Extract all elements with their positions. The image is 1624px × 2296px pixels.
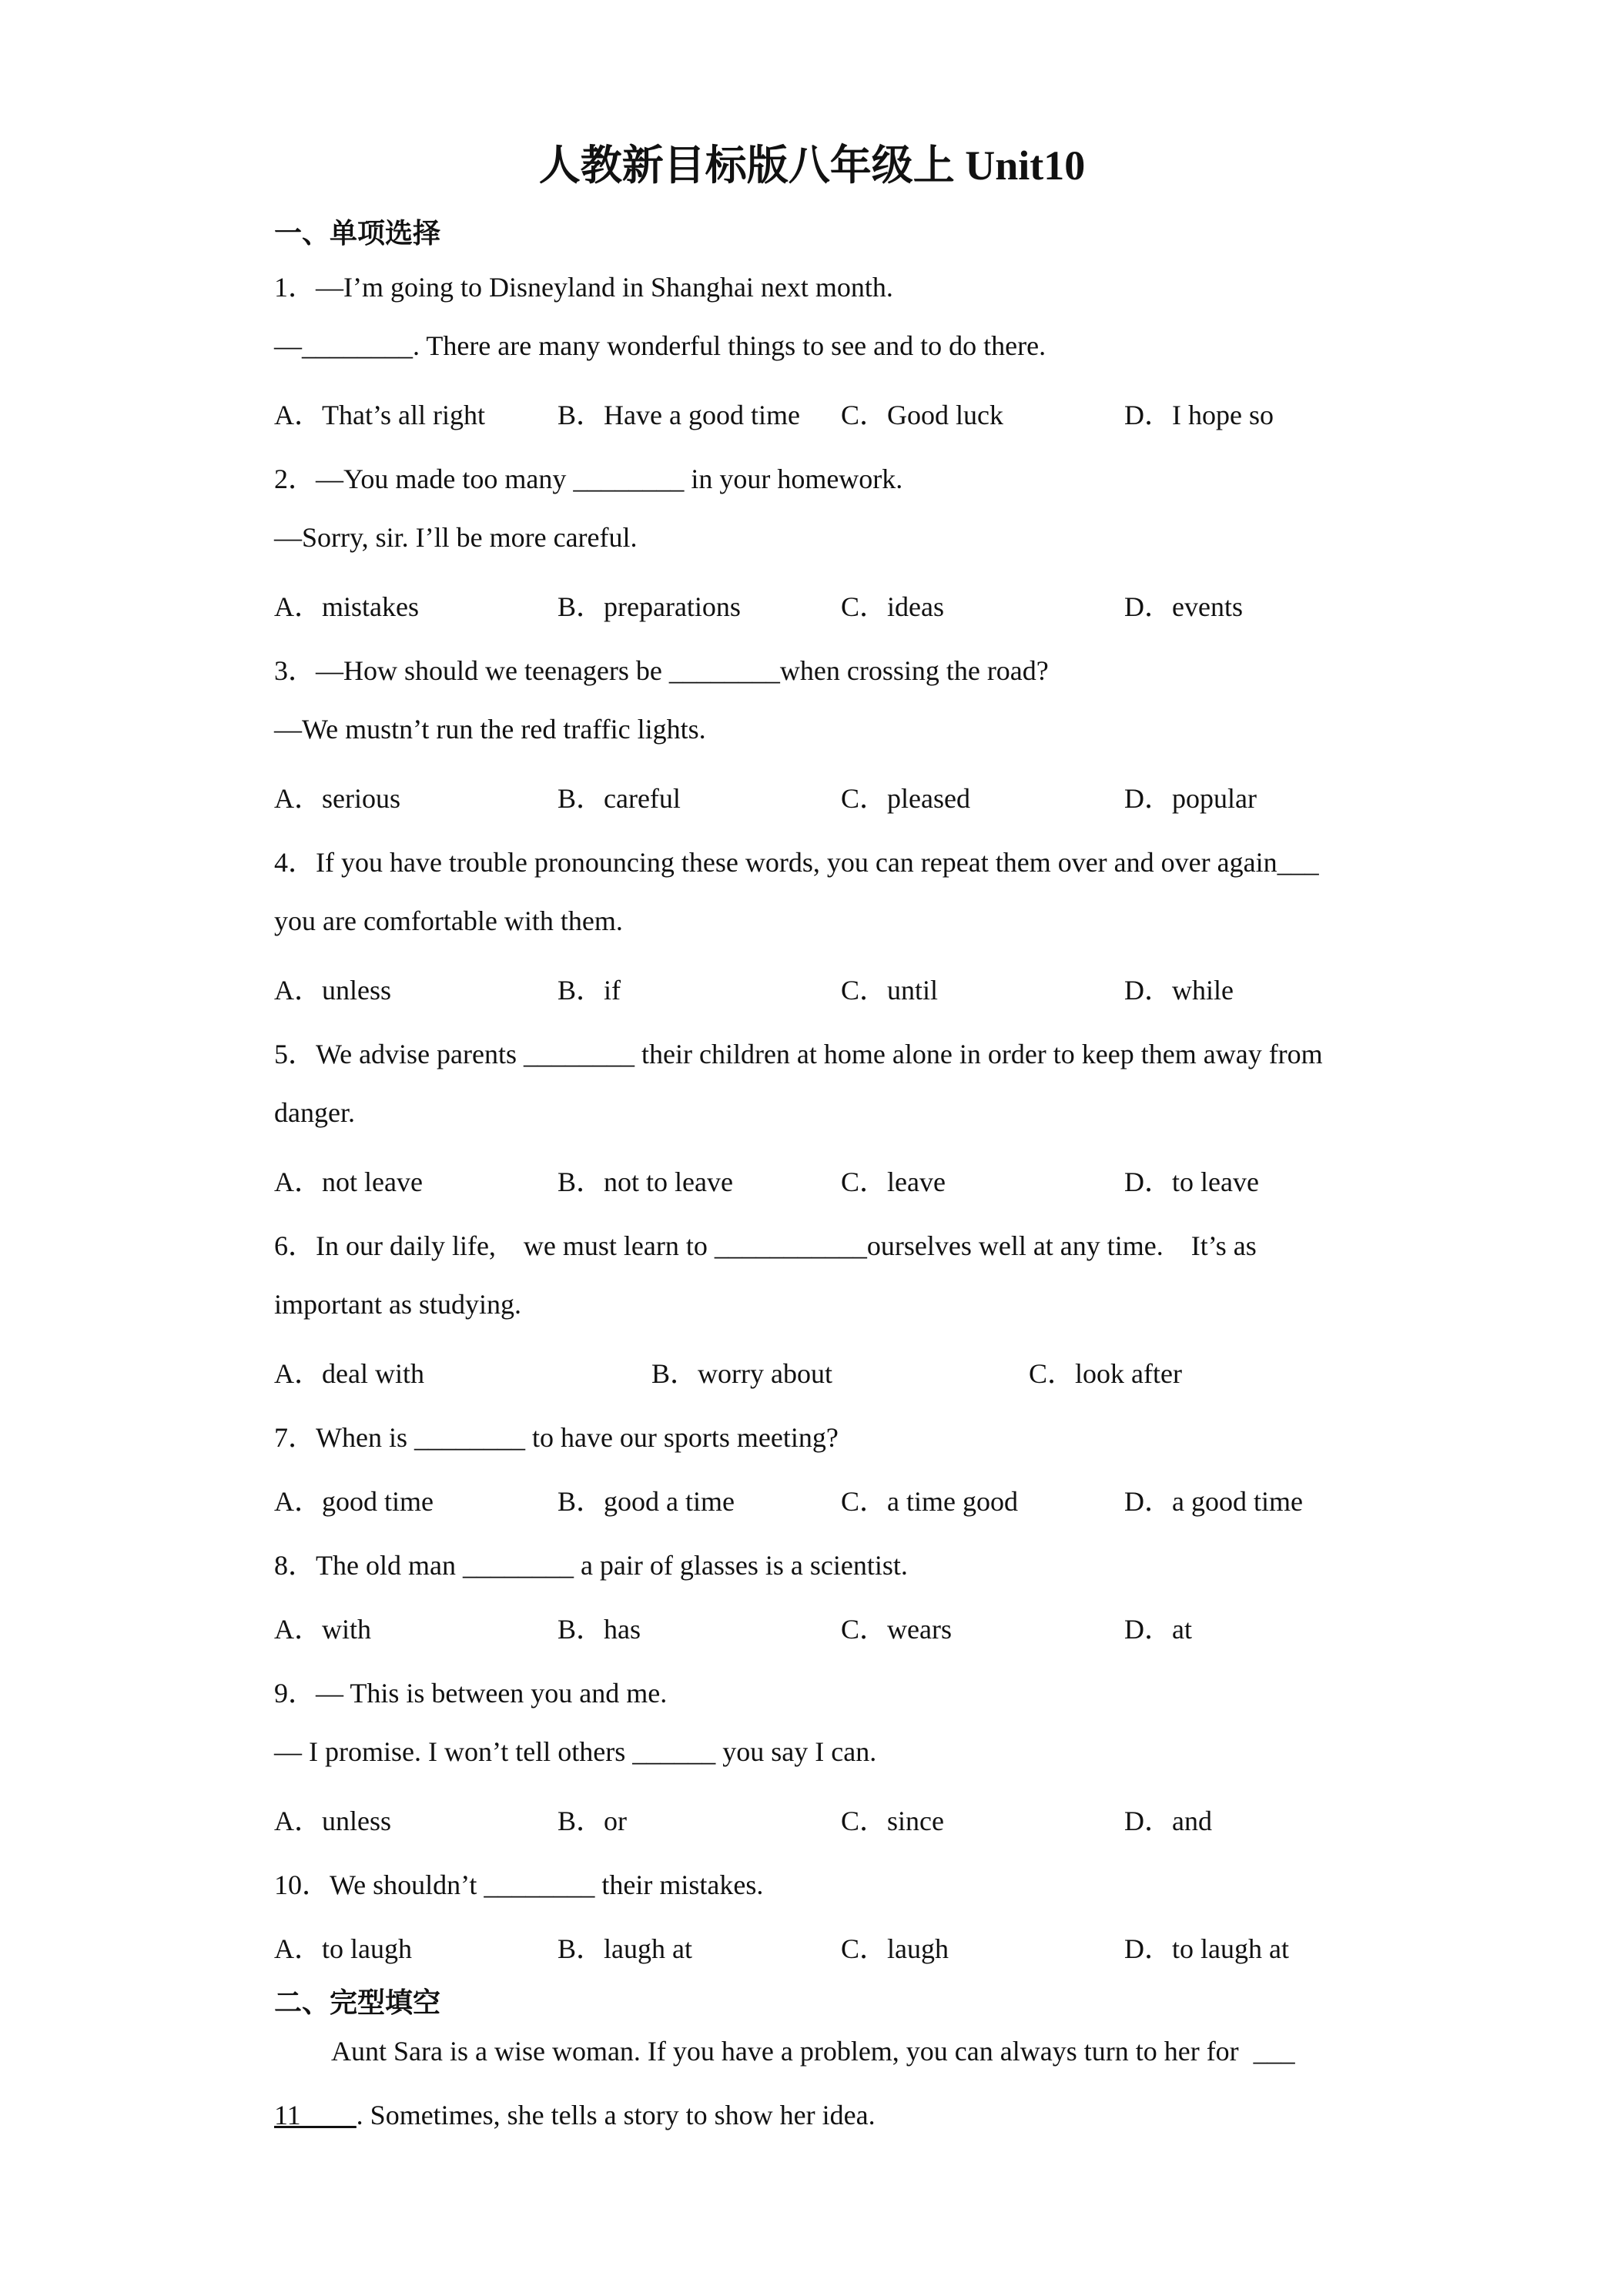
question-9-option-c[interactable]: C．since: [841, 1806, 944, 1836]
passage-text-2: . Sometimes, she tells a story to show her idea.: [356, 2100, 876, 2130]
question-3-option-c[interactable]: C．pleased: [841, 783, 970, 814]
question-1-option-d[interactable]: D．I hope so: [1124, 400, 1274, 430]
question-2-line-1: 2．—You made too many ________ in your homework.: [274, 464, 903, 494]
question-5-line-2: danger.: [274, 1097, 355, 1128]
question-2-line-2: —Sorry, sir. I’ll be more careful.: [274, 522, 638, 553]
question-9-line-1: 9．— This is between you and me.: [274, 1678, 668, 1709]
question-10-option-b[interactable]: B．laugh at: [558, 1933, 692, 1964]
passage-text-1: Aunt Sara is a wise woman. If you have a problem, you can always turn to her for: [331, 2036, 1239, 2067]
question-3-option-d[interactable]: D．popular: [1124, 783, 1257, 814]
question-3-option-b[interactable]: B．careful: [558, 783, 681, 814]
question-1-option-c[interactable]: C．Good luck: [841, 400, 1003, 430]
question-5-option-d[interactable]: D．to leave: [1124, 1166, 1259, 1197]
question-9-line-2: — I promise. I won’t tell others ______ you say I can.: [274, 1736, 877, 1767]
question-8-option-a[interactable]: A．with: [274, 1614, 372, 1645]
question-1-line-2: —________. There are many wonderful things to see and to do there.: [274, 330, 1046, 361]
question-1-option-a[interactable]: A．That’s all right: [274, 400, 485, 430]
question-7-option-a[interactable]: A．good time: [274, 1486, 434, 1517]
question-10-option-a[interactable]: A．to laugh: [274, 1933, 412, 1964]
question-1-option-b[interactable]: B．Have a good time: [558, 400, 800, 430]
question-3-line-1: 3．—How should we teenagers be ________when crossing the road?: [274, 655, 1049, 686]
question-7-line-1: 7．When is ________ to have our sports meeting?: [274, 1422, 839, 1453]
question-4-option-a[interactable]: A．unless: [274, 975, 391, 1006]
question-7-option-b[interactable]: B．good a time: [558, 1486, 735, 1517]
question-10-option-c[interactable]: C．laugh: [841, 1933, 949, 1964]
section-heading-cloze: 二、完型填空: [274, 1987, 441, 2019]
passage-blank-11[interactable]: 11____: [274, 2100, 357, 2130]
question-6-option-b[interactable]: B．worry about: [651, 1358, 832, 1389]
question-9-option-d[interactable]: D．and: [1124, 1806, 1212, 1836]
question-10-line-1: 10．We shouldn’t ________ their mistakes.: [274, 1869, 764, 1900]
question-5-line-1: 5．We advise parents ________ their children at home alone in order to keep them away from: [274, 1039, 1323, 1069]
question-4-line-1: 4．If you have trouble pronouncing these words, you can repeat them over and over again___: [274, 847, 1319, 878]
question-8-option-c[interactable]: C．wears: [841, 1614, 952, 1645]
question-8-option-b[interactable]: B．has: [558, 1614, 641, 1645]
question-9-option-b[interactable]: B．or: [558, 1806, 628, 1836]
question-2-option-d[interactable]: D．events: [1124, 591, 1243, 622]
section-heading-single-choice: 一、单项选择: [274, 218, 441, 249]
passage-blank-11-start: ___: [1253, 2036, 1295, 2067]
question-8-line-1: 8．The old man ________ a pair of glasses is a scientist.: [274, 1550, 908, 1581]
question-10-option-d[interactable]: D．to laugh at: [1124, 1933, 1289, 1964]
question-2-option-c[interactable]: C．ideas: [841, 591, 944, 622]
question-6-option-a[interactable]: A．deal with: [274, 1358, 424, 1389]
question-3-line-2: —We mustn’t run the red traffic lights.: [274, 714, 706, 745]
question-3-option-a[interactable]: A．serious: [274, 783, 400, 814]
question-2-option-a[interactable]: A．mistakes: [274, 591, 419, 622]
question-2-option-b[interactable]: B．preparations: [558, 591, 741, 622]
question-6-line-2: important as studying.: [274, 1289, 521, 1320]
question-5-option-c[interactable]: C．leave: [841, 1166, 946, 1197]
question-6-line-1: 6．In our daily life, we must learn to ___________ourselves well at any time. It’s as: [274, 1230, 1257, 1261]
question-4-line-2: you are comfortable with them.: [274, 905, 623, 936]
question-5-option-b[interactable]: B．not to leave: [558, 1166, 733, 1197]
question-4-option-b[interactable]: B．if: [558, 975, 621, 1006]
page-title: 人教新目标版八年级上 Unit10: [538, 142, 1086, 189]
passage-line-2: [274, 2099, 876, 2131]
question-9-option-a[interactable]: A．unless: [274, 1806, 391, 1836]
passage-line-1: [331, 2035, 1295, 2067]
question-5-option-a[interactable]: A．not leave: [274, 1166, 423, 1197]
question-7-option-c[interactable]: C．a time good: [841, 1486, 1018, 1517]
question-6-option-c[interactable]: C．look after: [1029, 1358, 1182, 1389]
question-4-option-d[interactable]: D．while: [1124, 975, 1234, 1006]
question-7-option-d[interactable]: D．a good time: [1124, 1486, 1303, 1517]
question-4-option-c[interactable]: C．until: [841, 975, 939, 1006]
question-8-option-d[interactable]: D．at: [1124, 1614, 1192, 1645]
question-1-line-1: 1．—I’m going to Disneyland in Shanghai next month.: [274, 272, 893, 303]
